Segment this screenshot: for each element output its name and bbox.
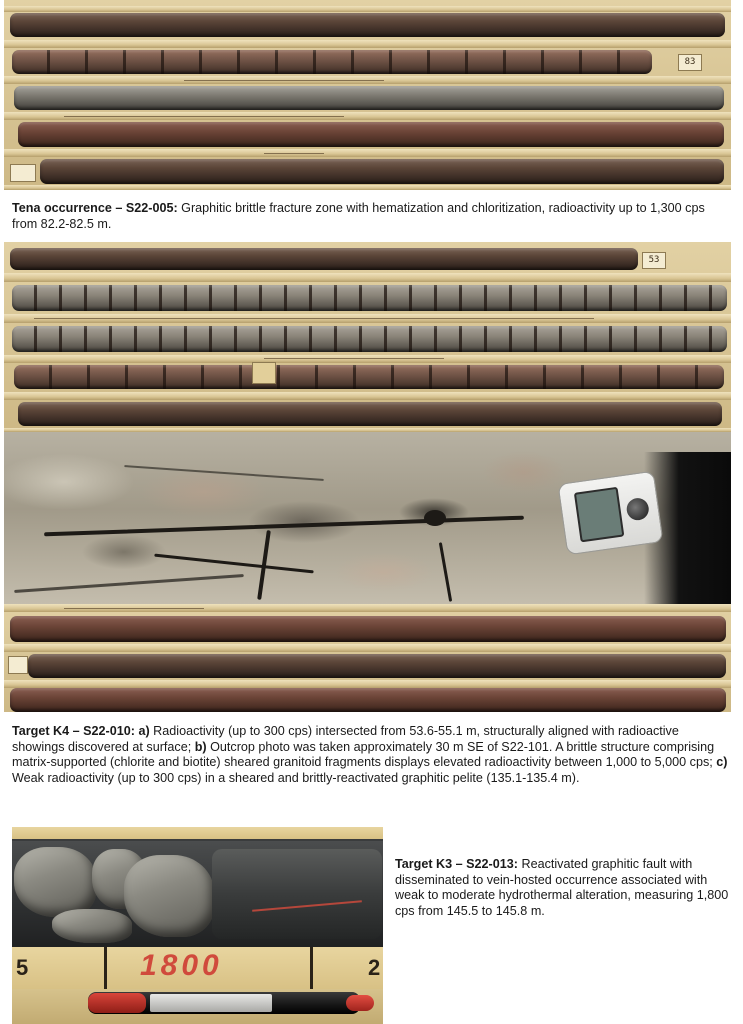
fracture	[424, 510, 446, 526]
tray-divider	[4, 185, 731, 190]
fracture	[439, 542, 452, 602]
depth-marking	[34, 318, 594, 319]
box-number-tag: 83	[678, 54, 702, 71]
tray-divider	[4, 644, 731, 652]
k4-caption-label-c: c)	[716, 755, 728, 769]
depth-marking	[64, 116, 344, 117]
graphitic-core	[212, 849, 382, 939]
box-tag	[8, 656, 28, 674]
marker-pen-band	[150, 994, 272, 1012]
label-tick	[310, 947, 313, 989]
tena-caption	[12, 201, 732, 232]
k4-caption-part-b: Outcrop photo was taken approximately 30 m SE of S22-101. A brittle structure comprising matrix-supported (chlorite and biotite) sheared granitoid fragments displays elevated radioactivity between 1,000 to 5,000 cps;	[12, 739, 717, 769]
tray-divider	[4, 273, 731, 282]
core-row	[10, 248, 638, 270]
radiometer-screen	[574, 487, 625, 543]
fracture	[124, 465, 324, 481]
depth-marking	[184, 80, 384, 81]
rock-fragment	[52, 909, 132, 943]
core-row	[10, 688, 726, 712]
rock-fragment	[124, 855, 214, 937]
k4-core-box-photo	[4, 242, 731, 432]
fracture	[44, 516, 524, 537]
core-row	[18, 402, 722, 426]
rock-fragment	[14, 847, 96, 917]
k4-caption-part-c: Weak radioactivity (up to 300 cps) in a sheared and brittly-reactivated graphitic pelite (135.1-135.4 m).	[12, 770, 580, 785]
k3-caption	[395, 857, 735, 919]
k3-end-left-label: 5	[16, 955, 29, 980]
tena-core-box-photo	[4, 0, 731, 190]
core-row	[14, 86, 724, 110]
marker-pen-cap	[88, 993, 146, 1013]
depth-marking	[264, 358, 444, 359]
core-row	[18, 122, 724, 147]
core-row	[10, 616, 726, 642]
depth-marking	[264, 153, 324, 154]
k3-closeup-photo	[12, 827, 383, 1024]
core-row	[12, 50, 652, 74]
core-row	[12, 326, 727, 352]
k4-caption-label-b: b)	[194, 739, 207, 754]
core-row	[14, 365, 724, 389]
k4-core-box-photo-c	[4, 604, 731, 712]
depth-marking	[64, 608, 204, 609]
k4-caption-part-a: Radioactivity (up to 300 cps) intersected from 53.6-55.1 m, structurally aligned with radioactive showings discovered at surface;	[12, 724, 679, 754]
tray-divider	[4, 149, 731, 157]
marker-pen-tip	[346, 995, 374, 1011]
k3-end-right-label: 2	[368, 955, 381, 980]
core-row	[40, 159, 724, 184]
k4-caption	[12, 724, 734, 786]
k4-caption-title: Target K4 – S22-010: a)	[12, 724, 150, 738]
core-row	[12, 285, 727, 311]
tray-edge-top	[12, 827, 383, 839]
radiometer-device	[557, 471, 663, 556]
label-tick	[104, 947, 107, 989]
core-row	[10, 13, 725, 37]
k3-cps-label: 1800	[140, 949, 223, 982]
tray-divider	[4, 40, 731, 48]
k4-outcrop-photo	[4, 432, 731, 604]
core-row	[28, 654, 726, 678]
tray-divider	[4, 392, 731, 400]
tena-caption-body: Graphitic brittle fracture zone with hematization and chloritization, radioactivity up to 1,300 cps from 82.2-82.5 m.	[12, 201, 705, 231]
k3-caption-body: Reactivated graphitic fault with disseminated to vein-hosted occurrence associated with weak to moderate hydrothermal alteration, measuring 1,800 cps from 145.5 to 145.8 m.	[395, 857, 729, 918]
tray-divider	[4, 680, 731, 688]
tena-caption-title: Tena occurrence – S22-005:	[12, 201, 178, 215]
fracture	[154, 554, 313, 574]
fracture	[14, 574, 244, 593]
sample-tag	[252, 362, 276, 384]
box-tag	[10, 164, 36, 182]
box-number-tag: 53	[642, 252, 666, 269]
tray-divider	[4, 6, 731, 12]
k3-caption-title: Target K3 – S22-013:	[395, 857, 518, 871]
radiometer-knob	[625, 497, 650, 522]
tray-divider	[4, 355, 731, 363]
